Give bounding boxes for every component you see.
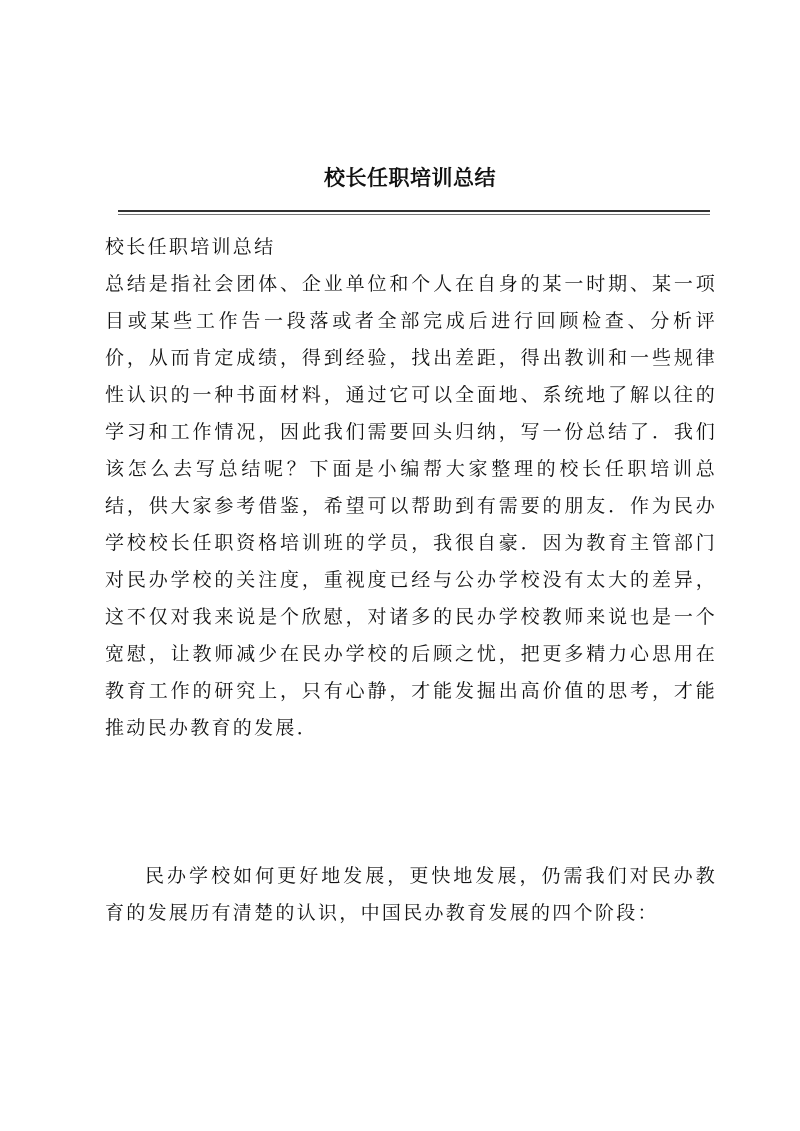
title-divider — [118, 210, 710, 212]
title-divider-thin — [118, 214, 710, 215]
paragraph-1: 总结是指社会团体、企业单位和个人在自身的某一时期、某一项目或某些工作告一段落或者全部完成后进行回顾检查、分析评价，从而肯定成绩，得到经验，找出差距，得出教训和一些规律性认识的一种书面材料，通过它可以全面地、系统地了解以往的学习和工作情况，因此我们需要回头归纳，写一份总结了．我们该怎么去写总结呢？下面是小编帮大家整理的校长任职培训总结，供大家参考借鉴，希望可以帮助到有需要的朋友．作为民办学校校长任职资格培训班的学员，我很自豪．因为教育主管部门对民办学校的关注度，重视度已经与公办学校没有太大的差异，这不仅对我来说是个欣慰，对诸多的民办学校教师来说也是一个宽慰，让教师减少在民办学校的后顾之忧，把更多精力心思用在教育工作的研究上，只有心静，才能发掘出高价值的思考，才能推动民办教育的发展． — [105, 273, 717, 739]
paragraph-2: 民办学校如何更好地发展，更快地发展，仍需我们对民办教育的发展历有清楚的认识，中国民办教育发展的四个阶段： — [105, 865, 717, 924]
document-title: 校长任职培训总结 — [324, 165, 496, 190]
document-subtitle: 校长任职培训总结 — [105, 236, 276, 258]
